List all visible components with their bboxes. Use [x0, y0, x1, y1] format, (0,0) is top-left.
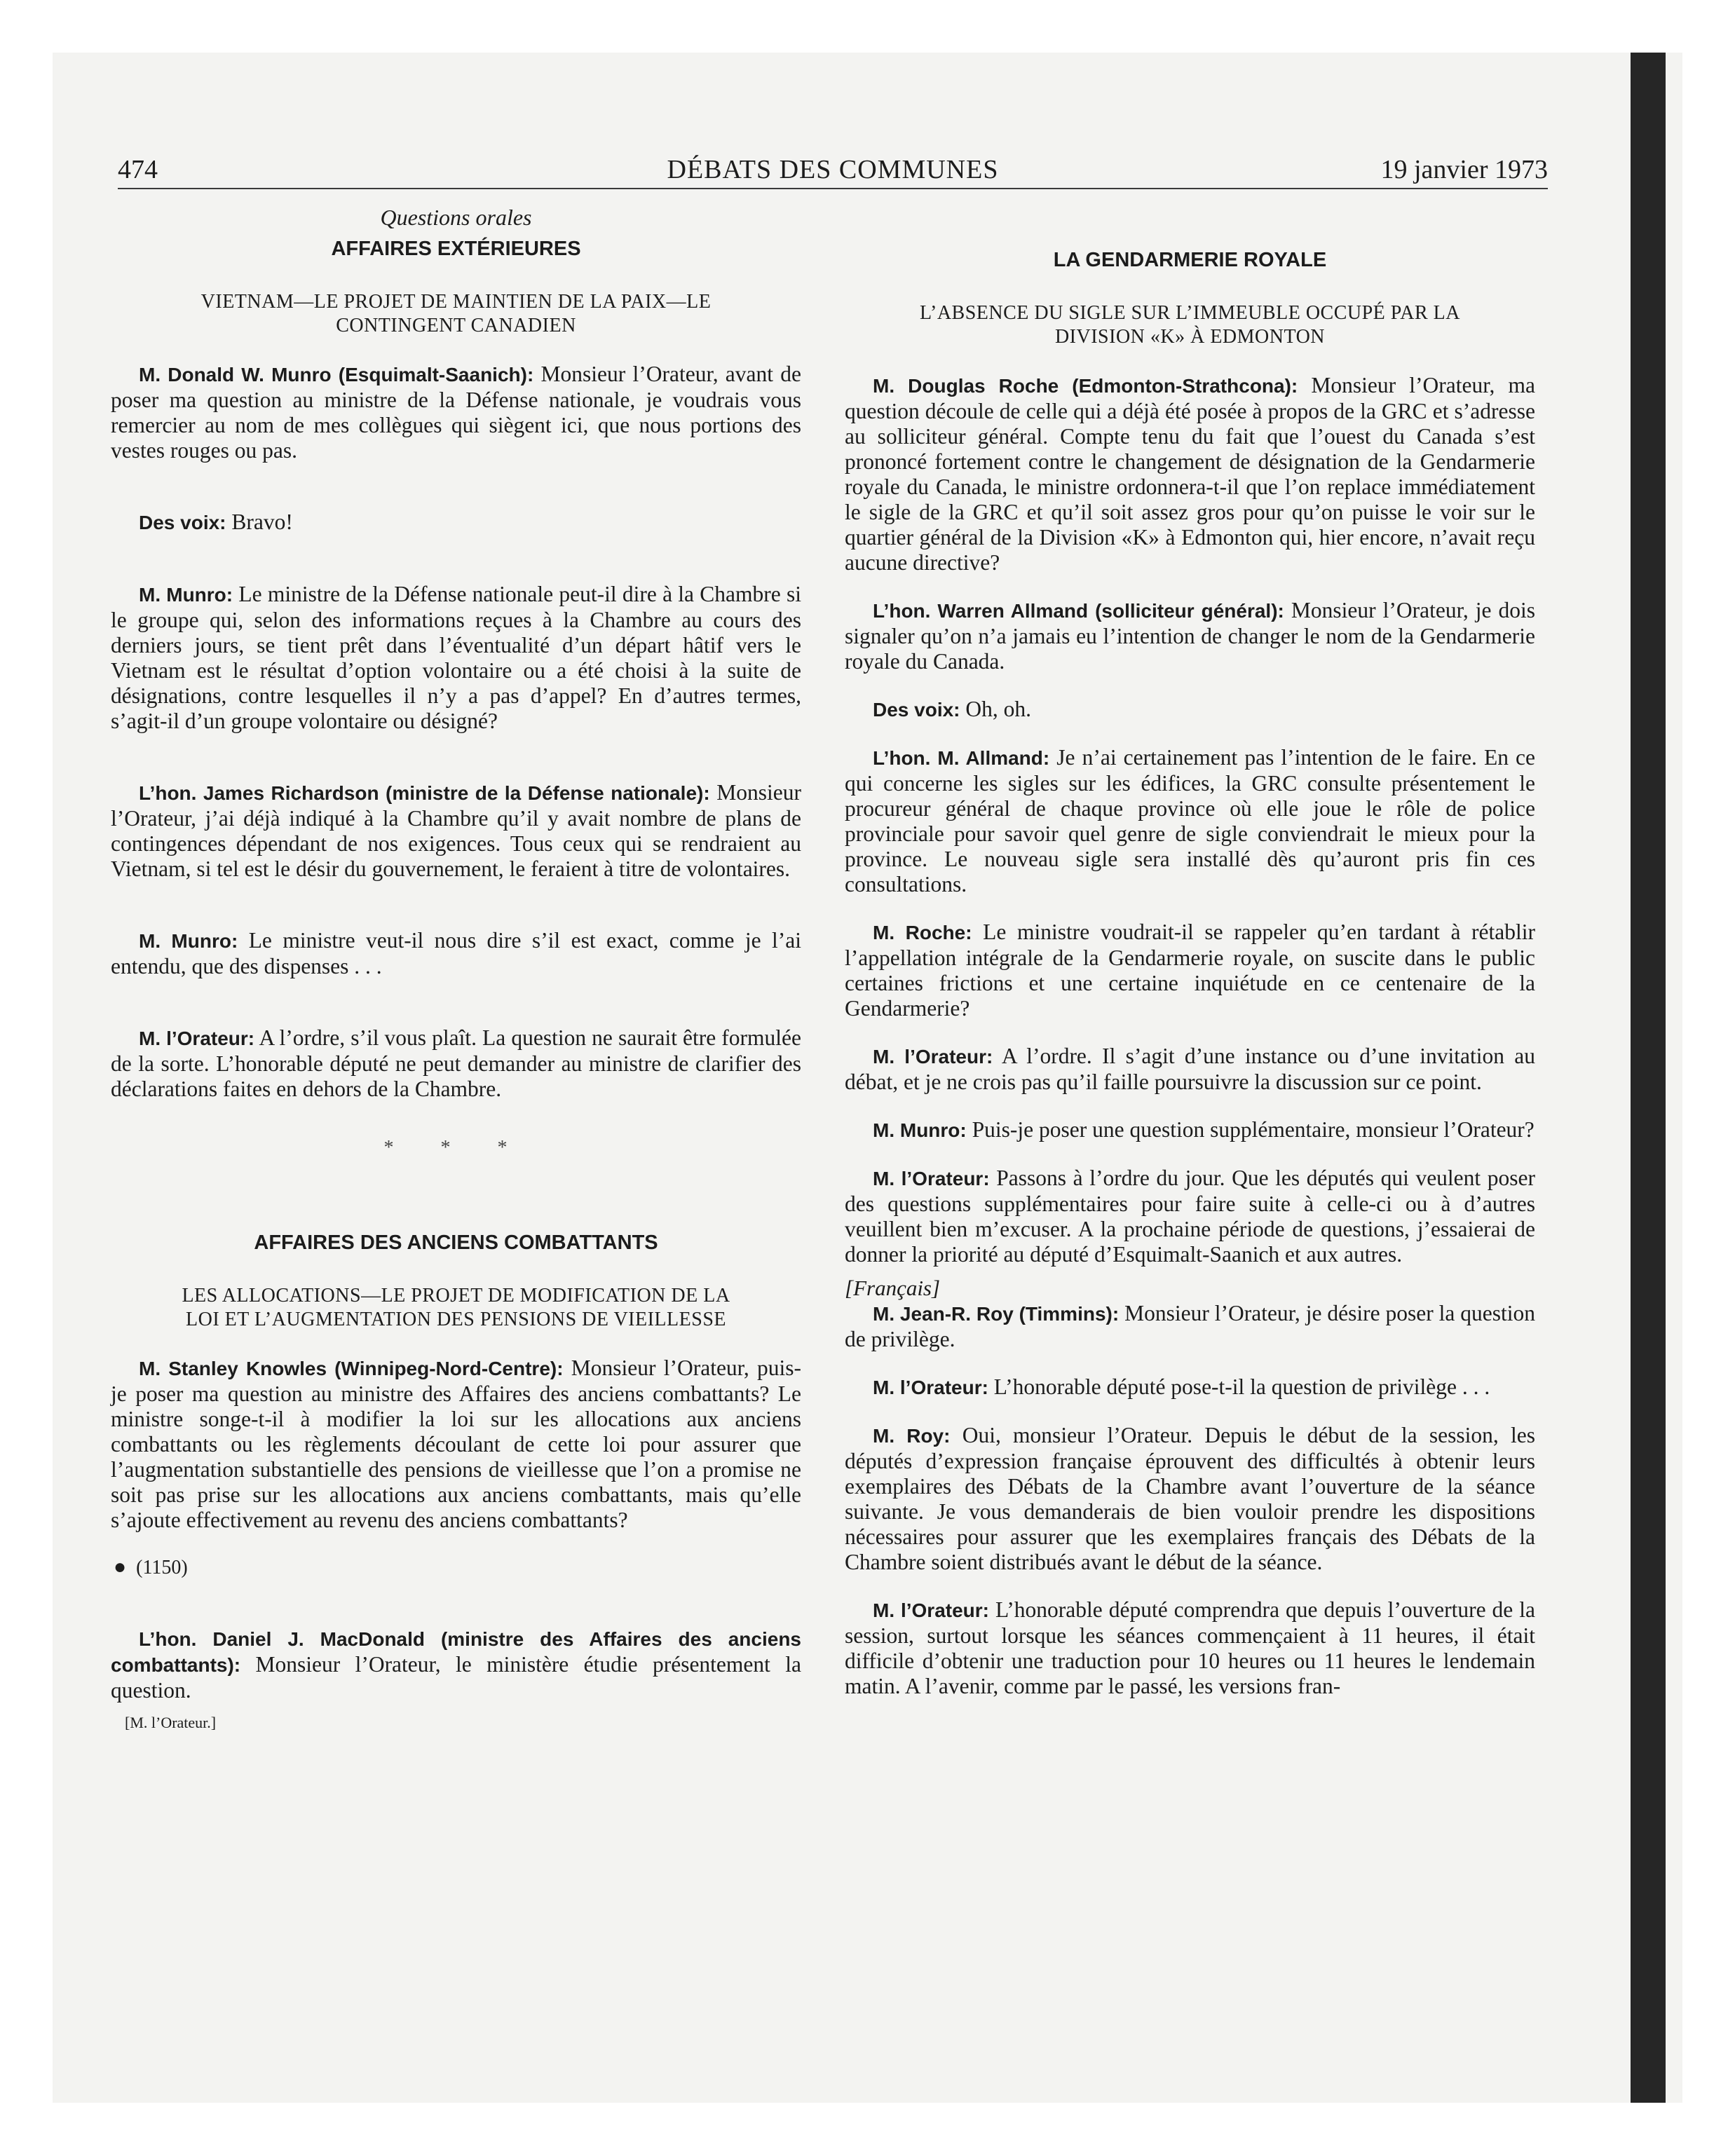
speech-paragraph — [111, 1356, 801, 1533]
speaker-name: M. Munro: — [873, 1119, 967, 1141]
speech-paragraph — [845, 1374, 1535, 1400]
subheading-line: CONTINGENT CANADIEN — [336, 315, 576, 336]
speech-paragraph — [111, 362, 801, 463]
speaker-name: L’hon. James Richardson (ministre de la Défense nationale): — [139, 782, 710, 804]
section-separator: * * * — [383, 1137, 529, 1159]
speech-text: Monsieur l’Orateur, le ministère étudie présentement la question. — [111, 1652, 801, 1703]
speaker-name: M. l’Orateur: — [873, 1377, 988, 1398]
speaker-name: M. Jean-R. Roy (Timmins): — [873, 1303, 1120, 1325]
speech-paragraph — [845, 1301, 1535, 1352]
speaker-name: M. Roy: — [873, 1425, 951, 1447]
speech-paragraph — [845, 598, 1535, 674]
speech-text: L’honorable député pose-t-il la question de privilège . . . — [988, 1374, 1490, 1399]
page-header — [118, 153, 1548, 189]
section-kicker: Questions orales — [380, 205, 532, 230]
speech-text: Monsieur l’Orateur, je dois signaler qu’on n’a jamais eu l’intention de changer le nom de la Gendarmerie royale du Canada. — [845, 598, 1535, 674]
speaker-name: L’hon. Daniel J. MacDonald (ministre des Affaires des anciens combattants): — [111, 1628, 801, 1676]
speaker-name: Des voix: — [873, 699, 960, 721]
speech-text: Oh, oh. — [960, 697, 1031, 721]
subheading-line: L’ABSENCE DU SIGLE SUR L’IMMEUBLE OCCUPÉ PAR LA — [919, 302, 1461, 324]
speech-text: Monsieur l’Orateur, avant de poser ma question au ministre de la Défense nationale, je voudrais vous remercier au nom de mes collègues qui siègent ici, que nous portions des vestes rouges ou pas. — [111, 362, 802, 463]
speaker-name: L’hon. Warren Allmand (solliciteur général): — [873, 600, 1284, 622]
speech-text: Monsieur l’Orateur, j’ai déjà indiqué à la Chambre qu’il y avait nombre de plans de contingences dépendant de nos exigences. Tous ceux qui se rendraient au Vietnam, si tel est le désir du gouvernement, le feraient à titre de volontaires. — [111, 780, 801, 881]
speech-paragraph — [111, 1025, 801, 1102]
speaker-name: M. Munro: — [139, 930, 238, 952]
speech-paragraph — [111, 510, 801, 535]
subheading-line: VIETNAM—LE PROJET DE MAINTIEN DE LA PAIX—LE — [200, 291, 712, 313]
speaker-name: M. Munro: — [139, 584, 233, 606]
speech-paragraph — [111, 1626, 801, 1703]
speaker-name: L’hon. M. Allmand: — [873, 747, 1050, 769]
speech-paragraph — [111, 582, 801, 734]
speech-paragraph — [845, 920, 1535, 1021]
left-column — [111, 203, 801, 1733]
subheading-line: LOI ET L’AUGMENTATION DES PENSIONS DE VIEILLESSE — [186, 1309, 726, 1330]
speech-paragraph — [111, 928, 801, 979]
speech-text: A l’ordre. Il s’agit d’une instance ou d’une invitation au débat, et je ne crois pas qu’il faille poursuivre la discussion sur ce point. — [845, 1044, 1535, 1094]
speech-paragraph — [845, 697, 1535, 723]
section-heading: AFFAIRES EXTÉRIEURES — [331, 238, 581, 260]
speech-paragraph — [845, 1423, 1535, 1575]
speaker-name: M. Roche: — [873, 922, 972, 943]
speech-text: Le ministre de la Défense nationale peut-il dire à la Chambre si le groupe qui, selon des informations reçues à la Chambre au cours des derniers jours, se tient prêt dans l’éventualité d’un départ hâtif vers le Vietnam est le résultat d’option volontaire ou a été choisi à la suite de désignations, contre lesquelles il n’y a pas d’appel? En d’autres termes, s’agit-il d’un groupe volontaire ou désigné? — [111, 582, 801, 733]
speaker-name: M. l’Orateur: — [873, 1599, 989, 1621]
speaker-name: M. l’Orateur: — [873, 1046, 993, 1067]
speech-paragraph — [845, 1597, 1535, 1699]
speech-text: Monsieur l’Orateur, je désire poser la question de privilège. — [845, 1301, 1535, 1351]
speaker-name: M. Donald W. Munro (Esquimalt-Saanich): — [139, 364, 534, 386]
section-heading: AFFAIRES DES ANCIENS COMBATTANTS — [254, 1231, 658, 1254]
speech-paragraph — [845, 373, 1535, 575]
time-mark-text: (1150) — [136, 1557, 188, 1578]
speaker-name: M. Douglas Roche (Edmonton-Strathcona): — [873, 375, 1298, 397]
speaker-name: M. l’Orateur: — [139, 1028, 255, 1049]
section-heading: LA GENDARMERIE ROYALE — [1053, 249, 1327, 271]
subheading-line: DIVISION «K» À EDMONTON — [1054, 326, 1326, 348]
speaker-name: M. l’Orateur: — [873, 1168, 990, 1189]
footnote: [M. l’Orateur.] — [125, 1714, 217, 1731]
language-marker: [Français] — [845, 1276, 941, 1300]
publication-title: DÉBATS DES COMMUNES — [667, 155, 999, 184]
speech-text: Passons à l’ordre du jour. Que les députés qui veulent poser des questions supplémentaires pour faire suite à celle-ci ou à d’autres veuillent bien m’excuser. A la prochaine période de questions, j’essaierai de donner la priorité au député d’Esquimalt-Saanich et aux autres. — [845, 1166, 1535, 1267]
subheading-line: LES ALLOCATIONS—LE PROJET DE MODIFICATION DE LA — [182, 1285, 730, 1306]
speaker-name: M. Stanley Knowles (Winnipeg-Nord-Centre): — [139, 1358, 564, 1379]
subheading — [845, 301, 1535, 349]
speech-text: L’honorable député comprendra que depuis l’ouverture de la session, surtout lorsque les séances commençaient à 11 heures, il était difficile d’obtenir une traduction pour 10 heures ou 11 heures le lendemain matin. A l’avenir, comme par le passé, les versions fran- — [845, 1597, 1535, 1698]
right-column — [845, 203, 1535, 1721]
publication-date: 19 janvier 1973 — [1380, 155, 1548, 184]
speech-paragraph — [845, 1044, 1535, 1095]
scan-edge-bar — [1631, 53, 1666, 2103]
speech-text: Bravo! — [226, 510, 293, 534]
speech-text: Le ministre voudrait-il se rappeler qu’en tardant à rétablir l’appellation intégrale de la Gendarmerie royale, on suscite dans le public certaines frictions et une certaine inquiétude en ce centenaire de la Gendarmerie? — [845, 920, 1536, 1021]
speech-text: Monsieur l’Orateur, ma question découle de celle qui a déjà été posée à propos de la GRC et s’adresse au solliciteur général. Compte tenu du fait que l’ouest du Canada s’est prononcé fortement contre le changement de désignation de la Gendarmerie royale du Canada, le ministre ordonnera-t-il que l’on replace immédiatement le sigle de la GRC et qu’il soit assez gros pour qu’on puisse le voir sur le quartier général de la Division «K» à Edmonton qui, hier encore, n’avait reçu aucune directive? — [845, 373, 1535, 575]
subheading — [111, 290, 801, 338]
bullet-dot-icon: ● — [114, 1555, 127, 1578]
speech-paragraph — [845, 1117, 1535, 1143]
speech-text: Puis-je poser une question supplémentaire, monsieur l’Orateur? — [966, 1117, 1535, 1142]
speech-text: A l’ordre, s’il vous plaît. La question ne saurait être formulée de la sorte. L’honorable député ne peut demander au ministre de clarifier des déclarations faites en dehors de la Chambre. — [111, 1025, 802, 1101]
speech-paragraph — [845, 745, 1535, 897]
time-marker — [111, 1555, 801, 1580]
speech-text: Oui, monsieur l’Orateur. Depuis le début de la session, les députés d’expression française éprouvent des difficultés à obtenir leurs exemplaires des Débats de la Chambre avant l’ouverture de la séance suivante. Je vous demanderais de bien vouloir prendre les dispositions nécessaires pour assurer que les exemplaires français des Débats de la Chambre soient distribués avant le début de la séance. — [845, 1423, 1535, 1574]
speech-paragraph — [845, 1166, 1535, 1267]
page-number: 474 — [118, 155, 158, 184]
speech-text: Je n’ai certainement pas l’intention de le faire. En ce qui concerne les sigles sur les édifices, la GRC consulte présentement le procureur général de chaque province où elle joue le rôle de police provinciale pour savoir quel genre de sigle conviendrait le mieux pour la province. Le nouveau sigle sera installé dès qu’auront pris fin ces consultations. — [845, 745, 1535, 896]
speaker-name: Des voix: — [139, 512, 226, 533]
speech-text: Le ministre veut-il nous dire s’il est exact, comme je l’ai entendu, que des dispenses . . . — [111, 928, 801, 978]
speech-paragraph — [111, 780, 801, 882]
subheading — [111, 1284, 801, 1332]
speech-text: Monsieur l’Orateur, puis-je poser ma question au ministre des Affaires des anciens combattants? Le ministre songe-t-il à modifier la loi sur les allocations aux anciens combattants ou les règlements découlant de cette loi pour assurer que l’augmentation substantielle des pensions de vieillesse que l’on a promise ne soit pas prise sur les allocations aux anciens combattants, mais qu’elle s’ajoute effectivement au revenu des anciens combattants? — [111, 1356, 801, 1532]
